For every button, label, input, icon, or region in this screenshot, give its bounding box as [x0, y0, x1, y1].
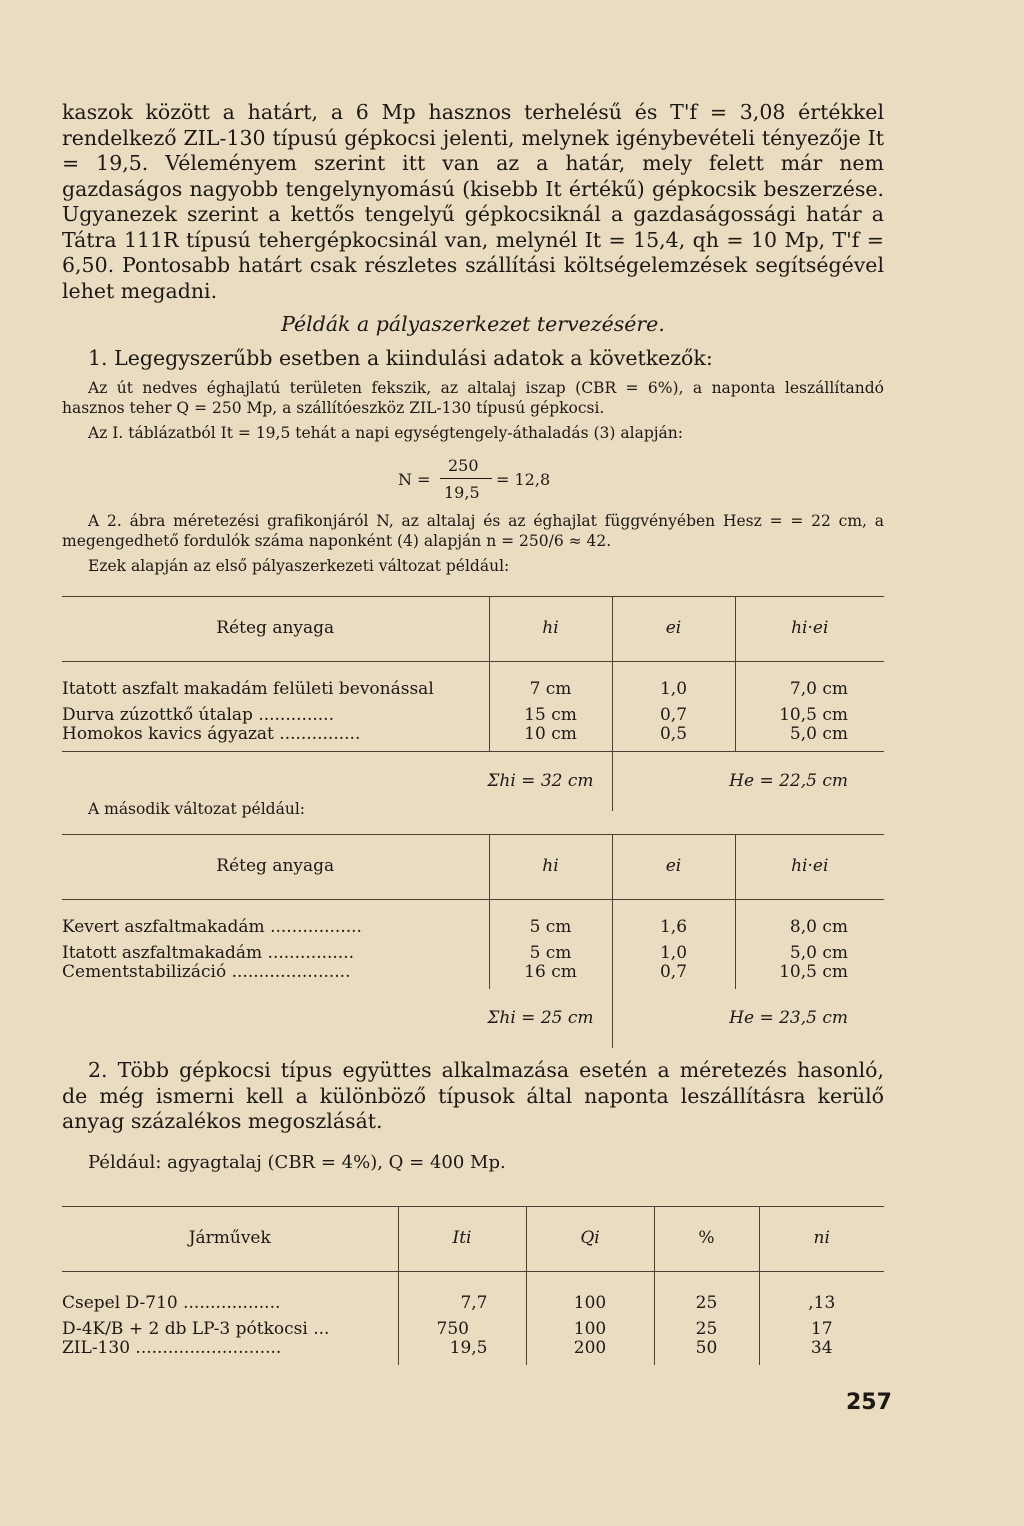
cell: 34: [759, 1339, 884, 1365]
formula-result: = 12,8: [496, 470, 551, 489]
col-header-material: Réteg anyaga: [62, 597, 489, 662]
cell: 200: [526, 1339, 654, 1365]
table-row: [62, 1320, 884, 1340]
cell: 100: [526, 1320, 654, 1340]
cell: 10,5 cm: [735, 706, 884, 726]
section-title: Példák a pályaszerkezet tervezésére.: [281, 312, 665, 336]
example2-example: Például: agyagtalaj (CBR = 4%), Q = 400 Mp.: [88, 1152, 506, 1173]
cell: ,13: [759, 1272, 884, 1320]
col-header-material: Réteg anyaga: [62, 835, 489, 900]
variant1-intro: Ezek alapján az első pályaszerkezeti változat például:: [88, 557, 510, 575]
cell: 5,0 cm: [735, 944, 884, 964]
table-variant-2: [62, 834, 884, 1048]
example1-chart-text: A 2. ábra méretezési grafikonjáról N, az altalaj és az éghajlat függvényében Hesz = = 22 cm, a megengedhető fordulók száma naponként (4) alapján n = 250/6 ≈ 42.: [62, 512, 884, 550]
cell: 5 cm: [489, 944, 612, 964]
table-row: [62, 662, 884, 706]
col-header-vehicles: Járművek: [62, 1207, 398, 1272]
formula-lhs: N =: [398, 470, 431, 489]
intro-paragraph: kaszok között a határt, a 6 Mp hasznos terhelésű és T'f = 3,08 értékkel rendelkező ZIL-130 típusú gépkocsi jelenti, melynek igénybevételi tényezője It = 19,5. Véleményem szerint itt van az a határ, mely felett már nem gazdaságos nagyobb tengelynyomású (kisebb It értékű) gépkocsik beszerzése. Ugyanezek szerint a kettős tengelyű gépkocsiknál a gazdaságossági határ a Tátra 111R típusú tehergépkocsinál van, melynél It = 15,4, qh = 10 Mp, T'f = 6,50. Pontosabb határt csak részletes szállítási költségelemzések segítségével lehet megadni.: [62, 100, 884, 303]
fraction-bar: [440, 478, 492, 479]
cell: D-4K/B + 2 db LP-3 pótkocsi ...: [62, 1318, 330, 1339]
example1-from-table: Az I. táblázatból It = 19,5 tehát a napi egységtengely-áthaladás (3) alapján:: [88, 424, 684, 442]
cell: 10 cm: [489, 725, 612, 751]
table-header-row: [62, 835, 884, 900]
cell: 5,0 cm: [735, 725, 884, 751]
cell: 100: [526, 1272, 654, 1320]
table-row: [62, 963, 884, 989]
cell: 7,0 cm: [735, 662, 884, 706]
cell: Cementstabilizáció ......................: [62, 962, 351, 982]
cell: 1,0: [612, 662, 735, 706]
cell: 8,0 cm: [735, 900, 884, 944]
col-header-ei: ei: [612, 597, 735, 662]
cell: 50: [654, 1339, 759, 1365]
table-sum-row: [62, 989, 884, 1049]
cell: Homokos kavics ágyazat ...............: [62, 724, 361, 744]
col-header-hi: hi: [489, 597, 612, 662]
col-header-hiei: hi·ei: [735, 835, 884, 900]
table-row: [62, 1272, 884, 1320]
cell: 5 cm: [489, 900, 612, 944]
variant2-intro: A második változat például:: [88, 800, 305, 818]
cell: 7 cm: [489, 662, 612, 706]
sum-he: He = 23,5 cm: [612, 989, 884, 1049]
cell: Csepel D-710 ..................: [62, 1293, 281, 1313]
cell: 17: [759, 1320, 884, 1340]
col-header-iti: Iti: [398, 1207, 526, 1272]
cell: 15 cm: [489, 706, 612, 726]
cell: Durva zúzottkő útalap ..............: [62, 704, 334, 725]
cell: 0,7: [612, 706, 735, 726]
cell: 25: [654, 1272, 759, 1320]
cell: 1,0: [612, 944, 735, 964]
col-header-percent: %: [654, 1207, 759, 1272]
table-header-row: [62, 597, 884, 662]
sum-hi: Σhi = 32 cm: [62, 751, 612, 811]
table-header-row: [62, 1207, 884, 1272]
cell: 750: [398, 1320, 526, 1340]
example1-data: Az út nedves éghajlatú területen fekszik, az altalaj iszap (CBR = 6%), a naponta leszállítandó hasznos teher Q = 250 Mp, a szállítóeszköz ZIL-130 típusú gépkocsi.: [62, 379, 884, 417]
formula-denominator: 19,5: [444, 483, 480, 502]
col-header-hiei: hi·ei: [735, 597, 884, 662]
col-header-ni: ni: [759, 1207, 884, 1272]
table-vehicles: [62, 1206, 884, 1365]
cell: Itatott aszfaltmakadám ................: [62, 942, 355, 963]
col-header-qi: Qi: [526, 1207, 654, 1272]
table-row: [62, 944, 884, 964]
table-row: [62, 1339, 884, 1365]
cell: 7,7: [398, 1272, 526, 1320]
cell: ZIL-130 ...........................: [62, 1338, 282, 1358]
table-row: [62, 706, 884, 726]
page-number: 257: [846, 1390, 892, 1415]
col-header-hi: hi: [489, 835, 612, 900]
sum-hi: Σhi = 25 cm: [487, 1007, 594, 1028]
formula-numerator: 250: [448, 456, 479, 475]
cell: 0,7: [612, 963, 735, 989]
table-variant-1: [62, 596, 884, 811]
table-row: [62, 900, 884, 944]
cell: 0,5: [612, 725, 735, 751]
cell: Itatott aszfalt makadám felületi bevonással: [62, 679, 434, 699]
table-row: [62, 725, 884, 751]
cell: 10,5 cm: [735, 963, 884, 989]
col-header-ei: ei: [612, 835, 735, 900]
cell: 1,6: [612, 900, 735, 944]
sum-he: He = 22,5 cm: [612, 751, 884, 811]
example2-text: 2. Több gépkocsi típus együttes alkalmazása esetén a méretezés hasonló, de még ismerni kell a különböző típusok által naponta leszállításra kerülő anyag százalékos megoszlását.: [62, 1058, 884, 1133]
cell: 25: [654, 1320, 759, 1340]
cell: 16 cm: [489, 963, 612, 989]
cell: 19,5: [398, 1339, 526, 1365]
example1-heading: 1. Legegyszerűbb esetben a kiindulási adatok a következők:: [88, 346, 713, 370]
cell: Kevert aszfaltmakadám .................: [62, 917, 362, 937]
